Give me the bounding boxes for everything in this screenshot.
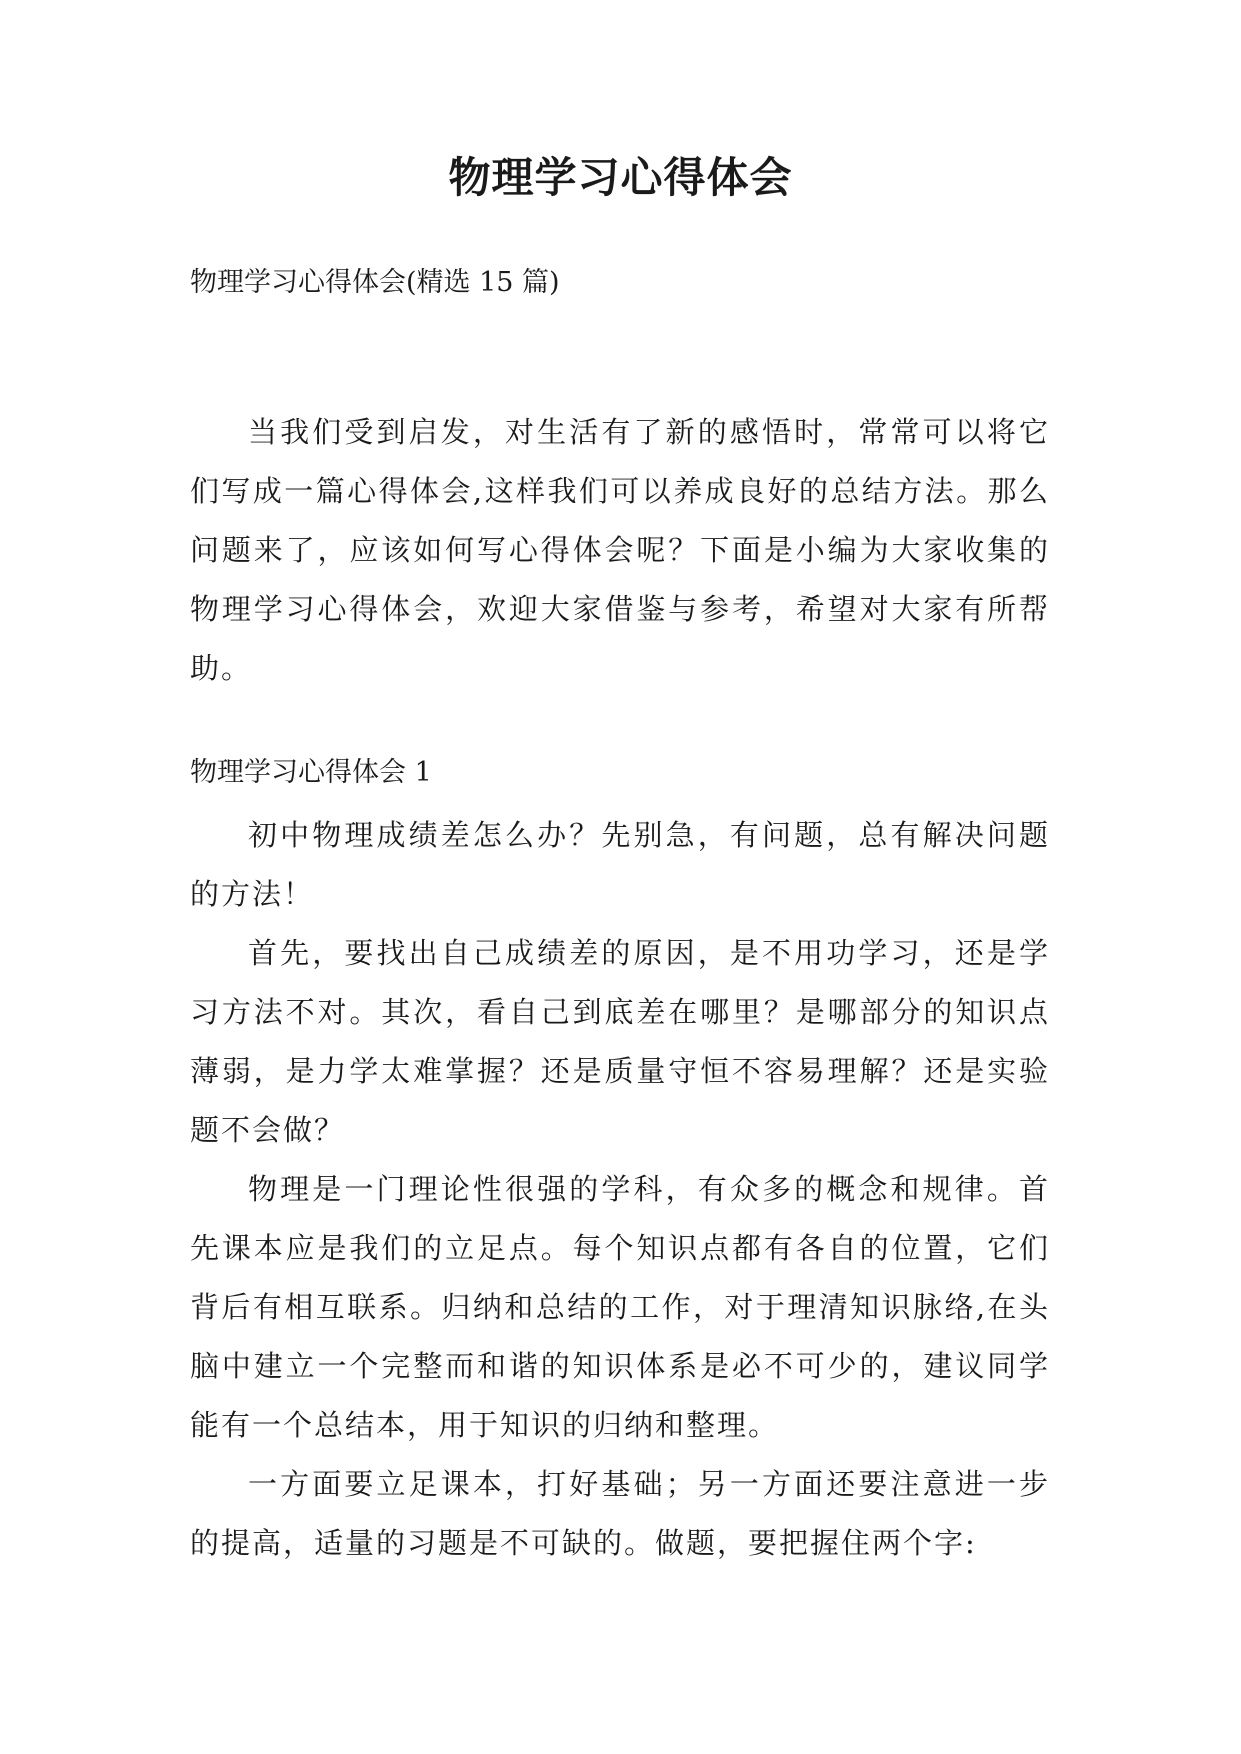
document-title: 物理学习心得体会 — [448, 153, 793, 202]
paragraph: 一方面要立足课本，打好基础；另一方面还要注意进一步的提高，适量的习题是不可缺的。做题，要把握住两个字: — [190, 1467, 1050, 1560]
document-subtitle: 物理学习心得体会(精选 15 篇) — [190, 267, 560, 298]
section-heading: 物理学习心得体会 1 — [190, 757, 432, 788]
paragraph: 首先，要找出自己成绩差的原因，是不用功学习，还是学习方法不对。其次，看自己到底差在哪里？是哪部分的知识点薄弱，是力学太难掌握？还是质量守恒不容易理解？还是实验题不会做？ — [190, 936, 1050, 1147]
paragraph: 初中物理成绩差怎么办？先别急，有问题，总有解决问题的方法！ — [190, 818, 1050, 911]
section-body — [190, 806, 1050, 1573]
intro-paragraph: 当我们受到启发，对生活有了新的感悟时，常常可以将它们写成一篇心得体会,这样我们可以养成良好的总结方法。那么问题来了，应该如何写心得体会呢？下面是小编为大家收集的物理学习心得体会，欢迎大家借鉴与参考，希望对大家有所帮助。 — [190, 415, 1050, 685]
paragraph: 物理是一门理论性很强的学科，有众多的概念和规律。首先课本应是我们的立足点。每个知识点都有各自的位置，它们背后有相互联系。归纳和总结的工作，对于理清知识脉络,在头脑中建立一个完整而和谐的知识体系是必不可少的，建议同学能有一个总结本，用于知识的归纳和整理。 — [190, 1172, 1050, 1442]
intro-section — [190, 403, 1050, 698]
